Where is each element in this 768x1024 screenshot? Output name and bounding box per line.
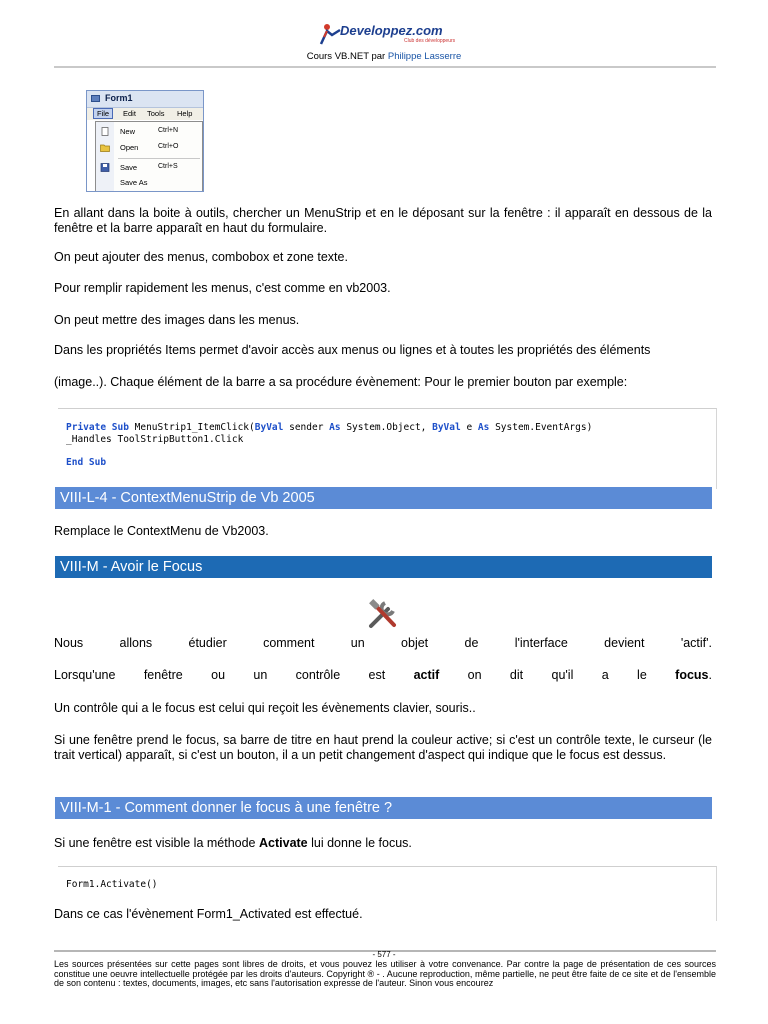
paragraph-focus-appearance: Si une fenêtre prend le focus, sa barre de titre en haut prend la couleur active; si c'est un contrôle texte, le curseur (le trait vertical) apparaît, si c'est un bouton, il a un petit changement d'aspect qui indique que le focus est dessus. — [54, 733, 712, 762]
save-disk-icon — [100, 163, 110, 172]
section-heading-contextmenustrip: VIII-L-4 - ContextMenuStrip de Vb 2005 — [55, 487, 712, 509]
code-line-1: Private Sub MenuStrip1_ItemClick(ByVal sender As System.Object, ByVal e As System.EventArgs) — [66, 422, 593, 433]
shortcut-open: Ctrl+O — [158, 143, 179, 150]
paragraph-menus-combobox: On peut ajouter des menus, combobox et zone texte. — [54, 250, 348, 264]
code-line-3: End Sub — [66, 457, 107, 468]
menu-tools: Tools — [147, 109, 165, 118]
dropdown-item-open: Open — [120, 143, 139, 152]
new-document-icon — [100, 127, 110, 136]
code-block-itemclick — [58, 408, 717, 489]
section-heading-donner-focus: VIII-M-1 - Comment donner le focus à une fenêtre ? — [55, 797, 712, 819]
logo-text: Developpez.com — [340, 23, 443, 38]
menu-edit: Edit — [123, 109, 136, 118]
author-link[interactable]: Philippe Lasserre — [387, 51, 462, 62]
paragraph-menu-images: On peut mettre des images dans les menus. — [54, 313, 300, 327]
dropdown-item-save: Save — [120, 163, 138, 172]
paragraph-actif-intro: Nous allons étudier comment un objet de l'interface devient 'actif'. — [54, 636, 712, 650]
logo-subtitle: Club des développeurs — [404, 38, 456, 44]
paragraph-replace-contextmenu: Remplace le ContextMenu de Vb2003. — [54, 524, 269, 538]
form1-screenshot — [86, 90, 204, 192]
shortcut-save: Ctrl+S — [158, 163, 178, 170]
form1-titlebar — [87, 91, 204, 108]
paragraph-items-property: Dans les propriétés Items permet d'avoir accès aux menus ou lignes et à toutes les propriétés des éléments — [54, 343, 651, 357]
open-folder-icon — [100, 143, 110, 152]
page-number: - 577 - — [372, 950, 396, 959]
code-line-2: _Handles ToolStripButton1.Click — [66, 434, 244, 445]
menu-help: Help — [177, 109, 193, 118]
paragraph-event-procedure: (image..). Chaque élément de la barre a sa procédure évènement: Pour le premier bouton par exemple: — [54, 375, 628, 389]
menu-file: File — [93, 108, 113, 119]
course-byline — [0, 51, 768, 62]
paragraph-activated-event: Dans ce cas l'évènement Form1_Activated est effectué. — [54, 907, 363, 921]
form1-menubar — [87, 108, 204, 120]
paragraph-focus-events: Un contrôle qui a le focus est celui qui reçoit les évènements clavier, souris.. — [54, 701, 476, 715]
section-heading-avoir-focus: VIII-M - Avoir le Focus — [55, 556, 712, 578]
shortcut-new: Ctrl+N — [158, 127, 179, 134]
term-actif: actif — [413, 668, 440, 682]
dropdown-item-save-as: Save As — [120, 178, 148, 187]
term-activate: Activate — [259, 836, 308, 850]
site-logo[interactable] — [318, 22, 456, 46]
paragraph-activate-method: Si une fenêtre est visible la méthode Activate lui donne le focus. — [54, 836, 412, 850]
tools-icon — [366, 599, 402, 631]
logo-figure-icon — [318, 22, 342, 46]
dropdown-item-new: New — [120, 127, 136, 136]
form-window-icon — [91, 95, 100, 102]
dropdown-separator — [118, 158, 200, 159]
footer-copyright: Les sources présentées sur cette pages sont libres de droits, et vous pouvez les utiliser à votre convenance. Par contre la page de présentation de ces sources constitue une oeuvre intellectuelle protégée par les droits d'auteurs. Copyright ® - . Aucune reproduction, même partielle, ne peut être faite de ce site et de l'ensemble de son contenu : textes, documents, images, etc sans l'autorisation expresse de l'auteur. Sinon vous encourez — [54, 959, 716, 988]
term-focus: focus — [675, 668, 709, 682]
form1-title: Form1 — [105, 93, 133, 103]
file-dropdown — [95, 121, 203, 192]
code-line-activate: Form1.Activate() — [66, 879, 158, 890]
paragraph-actif-focus: Lorsqu'une fenêtre ou un contrôle est actif on dit qu'il a le focus. — [54, 668, 712, 682]
course-prefix: Cours VB.NET par — [306, 51, 386, 62]
paragraph-fill-menus: Pour remplir rapidement les menus, c'est comme en vb2003. — [54, 281, 391, 295]
paragraph-menustrip-intro: En allant dans la boite à outils, chercher un MenuStrip et en le déposant sur la fenêtre : il apparaît en dessous de la fenêtre et la barre apparaît en haut du formulaire. — [54, 206, 712, 235]
header-divider — [54, 66, 716, 68]
